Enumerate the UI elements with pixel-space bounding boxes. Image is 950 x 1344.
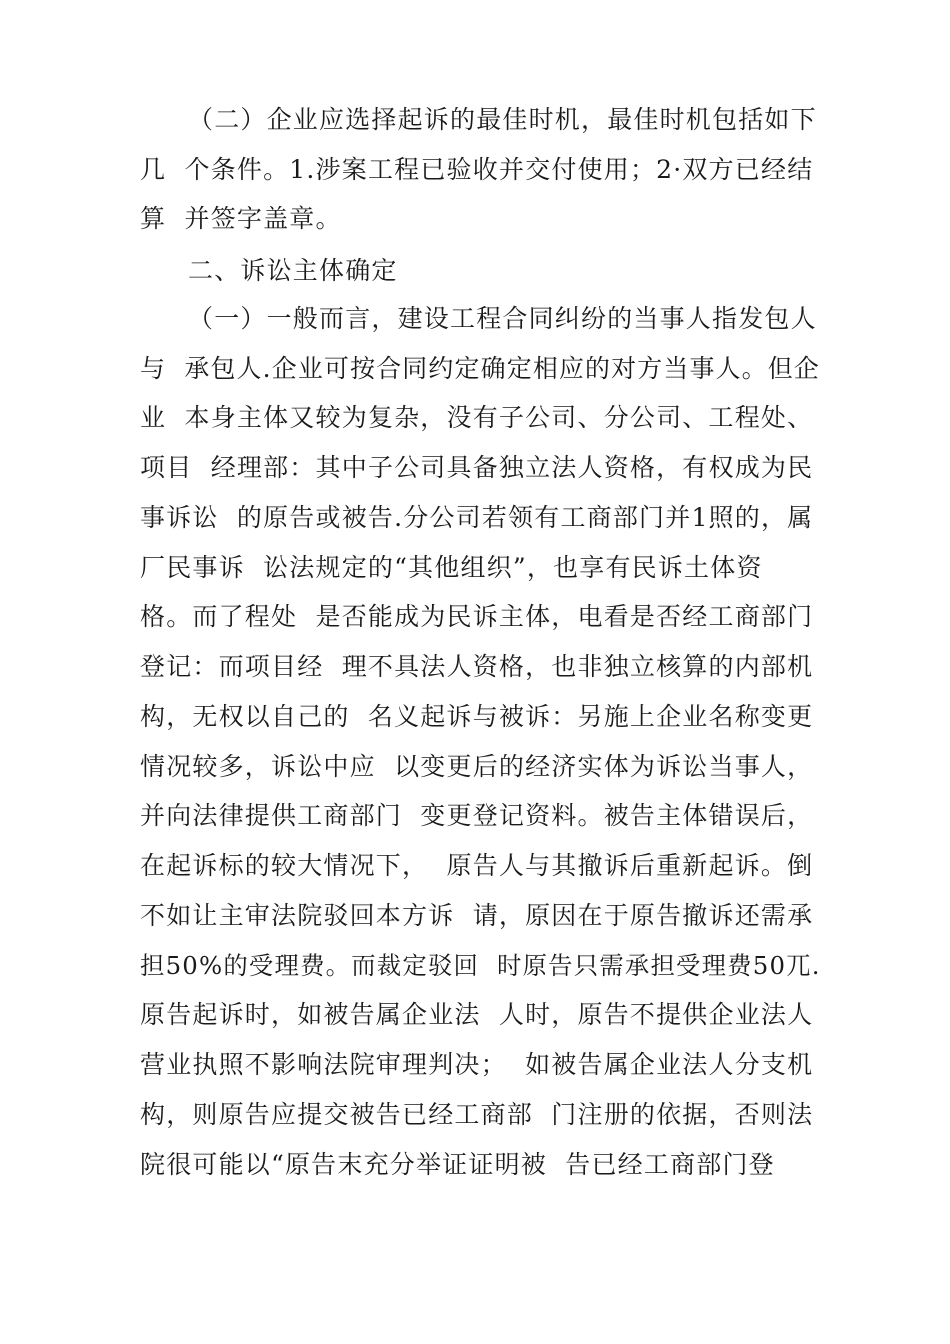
paragraph-line: （二）企业应选择起诉的最佳时机，最佳时机包括如下 [188, 105, 817, 134]
paragraph-line: 与 承包人.企业可按合同约定确定相应的对方当事人。但企 [140, 354, 821, 383]
paragraph-line: 项目 经理部：其中子公司具备独立法人资格，有权成为民 [140, 453, 814, 482]
paragraph-line: 业 本身主体又较为复杂，没有子公司、分公司、工程处、 [140, 403, 814, 432]
paragraph-line: 担50%的受理费。而裁定驳回 时原告只需承担受理费50兀. [140, 951, 821, 980]
section-heading: 二、诉讼主体确定 [188, 256, 398, 285]
paragraph-line: 构，则原告应提交被告已经工商部 门注册的依据，否则法 [140, 1100, 814, 1129]
paragraph-line: （一）一般而言，建设工程合同纠纷的当事人指发包人 [188, 304, 817, 333]
paragraph-line: 算 并签字盖章。 [140, 204, 342, 233]
paragraph-line: 几 个条件。1.涉案工程已验收并交付使用；2·双方已经结 [140, 155, 814, 184]
paragraph-line: 登记：而项目经 理不具法人资格，也非独立核算的内部机 [140, 652, 814, 681]
paragraph-line: 不如让主审法院驳回本方诉 请，原因在于原告撤诉还需承 [140, 901, 814, 930]
paragraph-line: 构，无权以自己的 名义起诉与被诉：另施上企业名称变更 [140, 702, 814, 731]
paragraph-line: 院很可能以“原告末充分举证证明被 告已经工商部门登 [140, 1150, 775, 1179]
paragraph-line: 情况较多，诉讼中应 以变更后的经济实体为诉讼当事人， [140, 752, 814, 781]
paragraph-line: 事诉讼 的原告或被告.分公司若领有工商部门并1照的，属 [140, 503, 814, 532]
paragraph-line: 营业执照不影响法院审理判决； 如被告属企业法人分支机 [140, 1050, 814, 1079]
paragraph-line: 厂民事诉 讼法规定的“其他组织”，也享有民诉土体资 [140, 553, 763, 582]
paragraph-line: 并向法律提供工商部门 变更登记资料。被告主体错误后， [140, 801, 814, 830]
paragraph-line: 原告起诉时，如被告属企业法 人时，原告不提供企业法人 [140, 1000, 814, 1029]
paragraph-line: 在起诉标的较大情况下， 原告人与其撤诉后重新起诉。倒 [140, 851, 814, 880]
paragraph-line: 格。而了程处 是否能成为民诉主体，电看是否经工商部门 [140, 602, 814, 631]
